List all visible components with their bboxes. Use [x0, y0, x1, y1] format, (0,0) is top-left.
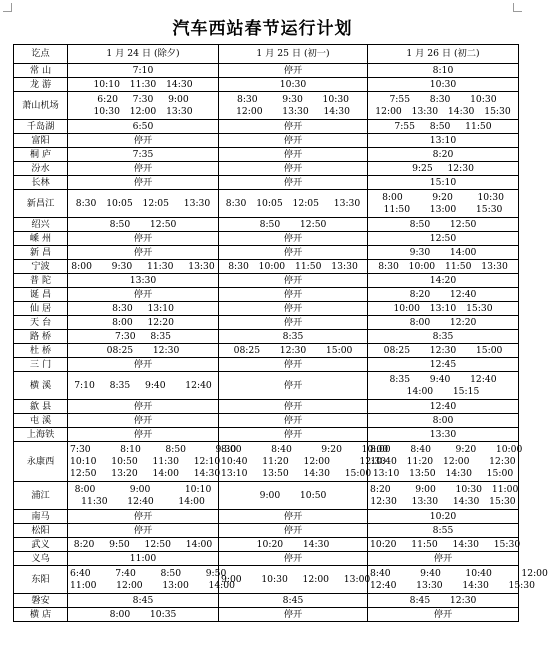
destination-cell: 上海铁	[14, 428, 68, 442]
table-row	[14, 162, 519, 176]
day-1-cell: 停开	[68, 524, 219, 538]
day-3-cell: 10:30	[368, 78, 519, 92]
day-3-cell: 14:20	[368, 274, 519, 288]
day-2-cell: 停开	[219, 372, 368, 400]
table-row	[14, 316, 519, 330]
day-2-cell: 8:30 10:00 11:50 13:30	[219, 260, 368, 274]
day-2-cell: 8:00 8:40 9:20 10:00 10:40 11:20 12:00 12:30 13:10 13:50 14:30 15:00	[219, 442, 368, 482]
day-3-cell: 12:40	[368, 400, 519, 414]
destination-cell: 诞 昌	[14, 288, 68, 302]
day-3-cell: 8:55	[368, 524, 519, 538]
day-1-cell: 停开	[68, 400, 219, 414]
day-1-cell: 6:20 7:30 9:00 10:30 12:00 13:30	[68, 92, 219, 120]
page-title: 汽车西站春节运行计划	[172, 19, 353, 39]
day-1-cell: 7:10 8:35 9:40 12:40	[68, 372, 219, 400]
day-2-cell: 停开	[219, 274, 368, 288]
day-3-cell: 9:25 12:30	[368, 162, 519, 176]
day-1-cell: 13:30	[68, 274, 219, 288]
day-3-cell: 7:55 8:50 11:50	[368, 120, 519, 134]
destination-cell: 义乌	[14, 552, 68, 566]
day-3-cell: 8:10	[368, 64, 519, 78]
table-row	[14, 302, 519, 316]
destination-cell: 普 陀	[14, 274, 68, 288]
day-1-cell: 8:45	[68, 594, 219, 608]
table-row	[14, 608, 519, 622]
table-row	[14, 78, 519, 92]
day-3-cell: 8:20 12:40	[368, 288, 519, 302]
day-1-cell: 停开	[68, 428, 219, 442]
table-row	[14, 566, 519, 594]
day-3-cell: 8:20 9:00 10:30 11:00 12:30 13:30 14:30 15:30	[368, 482, 519, 510]
day-3-cell: 9:30 14:00	[368, 246, 519, 260]
day-2-cell: 停开	[219, 162, 368, 176]
destination-cell: 萧山机场	[14, 92, 68, 120]
table-row	[14, 372, 519, 400]
day-2-cell: 停开	[219, 148, 368, 162]
day-3-cell: 8:50 12:50	[368, 218, 519, 232]
day-3-cell: 8:45 12:30	[368, 594, 519, 608]
header-day-1: 1 月 24 日 (除夕)	[68, 45, 219, 64]
table-row	[14, 260, 519, 274]
day-3-cell: 15:10	[368, 176, 519, 190]
destination-cell: 浦江	[14, 482, 68, 510]
table-row	[14, 288, 519, 302]
day-1-cell: 停开	[68, 510, 219, 524]
day-3-cell: 12:50	[368, 232, 519, 246]
day-3-cell: 13:10	[368, 134, 519, 148]
day-3-cell: 12:45	[368, 358, 519, 372]
day-2-cell: 停开	[219, 316, 368, 330]
destination-cell: 屯 溪	[14, 414, 68, 428]
destination-cell: 龙 游	[14, 78, 68, 92]
day-2-cell: 9:00 10:30 12:00 13:00	[219, 566, 368, 594]
destination-cell: 千岛湖	[14, 120, 68, 134]
day-3-cell: 10:00 13:10 15:30	[368, 302, 519, 316]
day-1-cell: 7:35	[68, 148, 219, 162]
day-3-cell: 8:00	[368, 414, 519, 428]
day-3-cell: 13:30	[368, 428, 519, 442]
schedule-table	[13, 44, 548, 622]
day-1-cell: 停开	[68, 288, 219, 302]
day-2-cell: 停开	[219, 120, 368, 134]
destination-cell: 嵊 州	[14, 232, 68, 246]
table-row	[14, 400, 519, 414]
day-1-cell: 7:30 8:10 8:50 9:30 10:10 10:50 11:30 12:10 12:50 13:20 14:00 14:30	[68, 442, 219, 482]
day-3-cell: 10:20	[368, 510, 519, 524]
destination-cell: 杜 桥	[14, 344, 68, 358]
table-row	[14, 246, 519, 260]
day-1-cell: 6:40 7:40 8:50 9:50 11:00 12:00 13:00 14:00	[68, 566, 219, 594]
day-1-cell: 停开	[68, 358, 219, 372]
day-2-cell: 9:00 10:50	[219, 482, 368, 510]
table-row	[14, 482, 519, 510]
day-2-cell: 停开	[219, 552, 368, 566]
day-1-cell: 08:25 12:30	[68, 344, 219, 358]
day-1-cell: 8:00 12:20	[68, 316, 219, 330]
day-2-cell: 停开	[219, 358, 368, 372]
table-header-row	[14, 45, 519, 64]
day-2-cell: 停开	[219, 64, 368, 78]
table-row	[14, 594, 519, 608]
destination-cell: 常 山	[14, 64, 68, 78]
day-1-cell: 停开	[68, 162, 219, 176]
day-2-cell: 10:20 14:30	[219, 538, 368, 552]
day-2-cell: 8:35	[219, 330, 368, 344]
day-3-cell: 停开	[368, 552, 519, 566]
table-row	[14, 190, 519, 218]
day-1-cell: 停开	[68, 232, 219, 246]
table-row	[14, 176, 519, 190]
day-1-cell: 8:50 12:50	[68, 218, 219, 232]
destination-cell: 桐 庐	[14, 148, 68, 162]
day-1-cell: 8:30 13:10	[68, 302, 219, 316]
day-2-cell: 停开	[219, 608, 368, 622]
day-2-cell: 停开	[219, 176, 368, 190]
day-1-cell: 8:00 9:30 11:30 13:30	[68, 260, 219, 274]
day-2-cell: 8:50 12:50	[219, 218, 368, 232]
destination-cell: 三 门	[14, 358, 68, 372]
destination-cell: 仙 居	[14, 302, 68, 316]
destination-cell: 富阳	[14, 134, 68, 148]
day-1-cell: 6:50	[68, 120, 219, 134]
day-2-cell: 10:30	[219, 78, 368, 92]
day-1-cell: 10:10 11:30 14:30	[68, 78, 219, 92]
table-row	[14, 134, 519, 148]
table-row	[14, 552, 519, 566]
destination-cell: 南马	[14, 510, 68, 524]
destination-cell: 长林	[14, 176, 68, 190]
day-2-cell: 停开	[219, 400, 368, 414]
day-2-cell: 停开	[219, 302, 368, 316]
day-1-cell: 8:20 9:50 12:50 14:00	[68, 538, 219, 552]
header-day-3: 1 月 26 日 (初二)	[368, 45, 519, 64]
table-row	[14, 538, 519, 552]
day-2-cell: 停开	[219, 232, 368, 246]
day-3-cell: 8:35 9:40 12:40 14:00 15:15	[368, 372, 519, 400]
destination-cell: 永康西	[14, 442, 68, 482]
table-row	[14, 64, 519, 78]
table-row	[14, 358, 519, 372]
day-3-cell: 08:25 12:30 15:00	[368, 344, 519, 358]
day-3-cell: 10:20 11:50 14:30 15:30	[368, 538, 519, 552]
destination-cell: 路 桥	[14, 330, 68, 344]
day-1-cell: 7:10	[68, 64, 219, 78]
page-corner-mark-left	[3, 3, 12, 12]
day-2-cell: 停开	[219, 246, 368, 260]
day-3-cell: 8:30 10:00 11:50 13:30	[368, 260, 519, 274]
day-2-cell: 8:30 9:30 10:30 12:00 13:30 14:30	[219, 92, 368, 120]
table-row	[14, 218, 519, 232]
day-1-cell: 8:00 10:35	[68, 608, 219, 622]
day-3-cell: 8:40 9:40 10:40 12:00 12:40 13:30 14:30 15:30	[368, 566, 519, 594]
day-2-cell: 停开	[219, 288, 368, 302]
day-2-cell: 停开	[219, 134, 368, 148]
day-2-cell: 停开	[219, 414, 368, 428]
day-1-cell: 7:30 8:35	[68, 330, 219, 344]
destination-cell: 歙 县	[14, 400, 68, 414]
destination-cell: 新 昌	[14, 246, 68, 260]
destination-cell: 汾水	[14, 162, 68, 176]
day-1-cell: 停开	[68, 176, 219, 190]
table-row	[14, 442, 519, 482]
table-row	[14, 120, 519, 134]
table-row	[14, 232, 519, 246]
header-day-2: 1 月 25 日 (初一)	[219, 45, 368, 64]
day-3-cell: 8:00 8:40 9:20 10:00 10:40 11:20 12:00 12:30 13:10 13:50 14:30 15:00	[368, 442, 519, 482]
destination-cell: 横 溪	[14, 372, 68, 400]
day-1-cell: 8:30 10:05 12:05 13:30	[68, 190, 219, 218]
destination-cell: 松阳	[14, 524, 68, 538]
destination-cell: 新昌江	[14, 190, 68, 218]
page-corner-mark-right	[513, 3, 522, 12]
day-1-cell: 停开	[68, 246, 219, 260]
day-2-cell: 08:25 12:30 15:00	[219, 344, 368, 358]
table-row	[14, 510, 519, 524]
table-row	[14, 344, 519, 358]
day-3-cell: 8:35	[368, 330, 519, 344]
destination-cell: 武义	[14, 538, 68, 552]
day-3-cell: 8:00 12:20	[368, 316, 519, 330]
table-row	[14, 330, 519, 344]
day-3-cell: 7:55 8:30 10:30 12:00 13:30 14:30 15:30	[368, 92, 519, 120]
day-1-cell: 8:00 9:00 10:10 11:30 12:40 14:00	[68, 482, 219, 510]
day-1-cell: 停开	[68, 134, 219, 148]
table-row	[14, 524, 519, 538]
destination-cell: 绍兴	[14, 218, 68, 232]
day-1-cell: 停开	[68, 414, 219, 428]
table-row	[14, 428, 519, 442]
destination-cell: 横 店	[14, 608, 68, 622]
day-2-cell: 停开	[219, 428, 368, 442]
day-3-cell: 8:00 9:20 10:30 11:50 13:00 15:30	[368, 190, 519, 218]
destination-cell: 磐安	[14, 594, 68, 608]
day-2-cell: 8:45	[219, 594, 368, 608]
table-row	[14, 274, 519, 288]
table-row	[14, 148, 519, 162]
destination-cell: 天 台	[14, 316, 68, 330]
day-3-cell: 停开	[368, 608, 519, 622]
destination-cell: 东阳	[14, 566, 68, 594]
day-2-cell: 8:30 10:05 12:05 13:30	[219, 190, 368, 218]
day-1-cell: 11:00	[68, 552, 219, 566]
destination-cell: 宁波	[14, 260, 68, 274]
table-row	[14, 92, 519, 120]
day-3-cell: 8:20	[368, 148, 519, 162]
header-destination: 讫点	[14, 45, 68, 64]
day-2-cell: 停开	[219, 510, 368, 524]
day-2-cell: 停开	[219, 524, 368, 538]
table-row	[14, 414, 519, 428]
